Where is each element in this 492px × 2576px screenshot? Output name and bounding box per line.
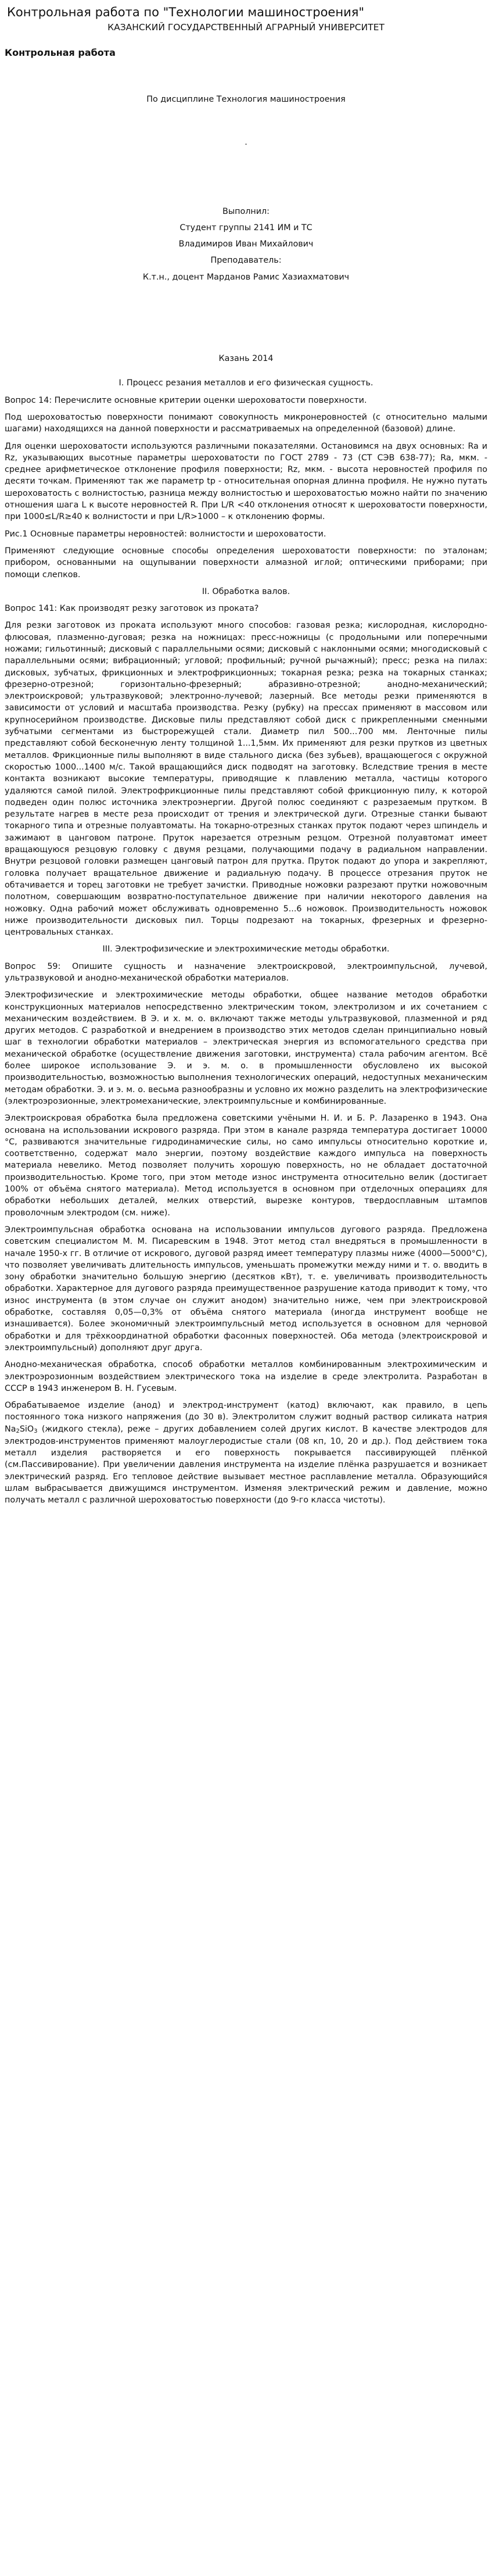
subscript: 2	[16, 1427, 20, 1434]
teacher-label: Преподаватель:	[210, 256, 282, 266]
paragraph: Применяют следующие основные способы определения шероховатости поверхности: по эталонам; прибором, основанными на ощупывании поверхности алмазной иглой; оптическими приборами; при помощи слепков.	[5, 546, 487, 579]
text-run: SiO	[19, 1424, 34, 1434]
paragraph: Под шероховатостью поверхности понимают совокупность микронеровностей (с относительно малыми шагами) находящихся на данной поверхности и рассматриваемых на определенной (базовой) длине.	[5, 412, 487, 434]
document-body	[5, 377, 487, 1506]
paragraph: Электроимпульсная обработка основана на использовании импульсов дугового разряда. Предложена советским специалистом М. М. Писаревским в 1948. Этот метод стал внедряться в промышленности в начале 1950-х гг. В отличие от искрового, дуговой разряд имеет температуру плазмы ниже (4000—5000°C), что позволяет увеличивать длительность импульсов, уменьшать промежутки между ними и т. о. вводить в зону обработки значительно большую энергию (десятков кВт), т. е. увеличивать производительность обработки. Характерное для дугового разряда преимущественное разрушение катода приводит к тому, что износ инструмента (в этом случае он служит анодом) значительно ниже, чем при электроискровой обработке, составляя 0,05—0,3% от объёма снятого материала (иногда инструмент вообще не изнашивается). Более экономичный электроимпульсный метод используется в основном для черновой обработки и для трёхкоординатной обработки фасонных поверхностей. Оба метода (электроискровой и электроимпульсный) дополняют друг друга.	[5, 1225, 487, 1353]
teacher-name: К.т.н., доцент Марданов Рамис Хазиахматович	[142, 272, 350, 282]
subscript: 3	[34, 1427, 38, 1434]
title-page	[5, 46, 487, 364]
figure-caption: Рис.1 Основные параметры неровностей: волнистости и шероховатости.	[5, 529, 326, 539]
paragraph: Для оценки шероховатости используются различными показателями. Остановимся на двух основных: Ra и Rz, указывающих высотные параметры шероховатости по ГОСТ 2789 - 73 (СТ СЭВ 638-77); Ra, мкм. - среднее арифметическое отклонение профиля поверхности; Rz, мкм. - высота неровностей профиля по десяти точкам. Применяют так же параметр tp - относительная опорная длинна профиля. Не нужно путать шероховатость с волнистостью, разница между волнистостью и шероховатостью можно найти по значению отношения шага L к высоте неровностей R. При L/R <40 отклонения относят к шероховатости поверхности, при 1000≤L/R≥40 к волнистости и при L/R>1000 – к отклонению формы.	[5, 441, 487, 522]
text-run: (жидкого стекла), реже – других добавлением солей других кислот. В качестве электродов для электродов-инструментов применяют малоуглеродистые стали (08 кп, 10, 20 и др.). Под действием тока металл изделия растворяется и его поверхность покрывается пассивирующей плёнкой (см.Пассивирование). При увеличении давления инструмента на изделие плёнка разрушается и возникает электрический разряд. Его тепловое действие вызывает местное расплавление металла. Образующийся шлам выбрасывается движущимся инструментом. Изменяя электрический режим и давление, можно получать металл с различной шероховатостью поверхности (до 9-го класса чистоты).	[5, 1424, 487, 1505]
question-141: Вопрос 141: Как производят резку заготовок из проката?	[5, 604, 259, 614]
question-14: Вопрос 14: Перечислите основные критерии оценки шероховатости поверхности.	[5, 395, 367, 405]
paragraph: Анодно-механическая обработка, способ обработки металлов комбинированным электрохимическим и электроэрозионным воздействием электрического тока на изделие в среде электролита. Разработан в СССР в 1943 инженером В. Н. Гусевым.	[5, 1360, 487, 1393]
document-title: Контрольная работа по "Технологии машиностроения"	[7, 5, 365, 19]
question-59: Вопрос 59: Опишите сущность и назначение электроискровой, электроимпульсной, лучевой, ультразвуковой и анодно-механической обработки материалов.	[5, 961, 487, 983]
student-name: Владимиров Иван Михайлович	[178, 239, 314, 249]
university-name: КАЗАНСКИЙ ГОСУДАРСТВЕННЫЙ АГРАРНЫЙ УНИВЕРСИТЕТ	[107, 22, 385, 33]
city-year: Казань 2014	[218, 354, 274, 364]
student-group: Студент группы 2141 ИМ и ТС	[179, 223, 313, 232]
discipline-line: По дисциплине Технология машиностроения	[146, 94, 346, 104]
completed-label: Выполнил:	[222, 206, 270, 216]
work-title: Контрольная работа	[5, 47, 116, 59]
paragraph: Для резки заготовок из проката используют много способов: газовая резка; кислородная, кислородно-флюсовая, плазменно-дуговая; резка на ножницах: пресс-ножницы (с продольными или поперечными ножами; гильотинный; дисковый с параллельными осями; дисковый с наклонными осями; многодисковый с параллельными осями; вибрационный; угловой; профильный; ручной рычажный); пресс; резка на пилах: дисковых, зубчатых, фрикционных и электрофрикционных; токарная резка; резка на токарных станках; фрезерно-отрезной; горизонтально-фрезерный; абразивно-отрезной; анодно-механический; электроискровой; ультразвуковой; электронно-лучевой; лазерный. Все методы резки применяются в зависимости от условий и масштаба производства. Резку (рубку) на прессах применяют в массовом или крупносерийном производстве. Дисковые пилы представляют собой диск с прикрепленными сменными зубчатыми сегментами из быстрорежущей стали. Диаметр пил 500...700 мм. Ленточные пилы представляют собой бесконечную ленту толщиной 1...1,5мм. Их применяют для резки прутков из цветных металлов. Фрикционные пилы выполняют в виде стального диска (без зубьев), вращающегося с окружной скоростью 1000...1400 м/с. Такой вращающийся диск подводят на заготовку. Вследствие трения в месте контакта возникают высокие температуры, приводящие к плавлению металла, частицы которого удаляются самой пилой. Электрофрикционные пилы представляют собой фрикционную пилу, к которой подведен один полюс источника электроэнергии. Другой полюс соединяют с разрезаемым прутком. В результате нагрев в месте реза происходит от трения и электрической дуги. Отрезные станки бывают токарного типа и отрезные полуавтоматы. На токарно-отрезных станках пруток подают через шпиндель и зажимают в цанговом патроне. Пруток нарезается отрезным резцом. Отрезной полуавтомат имеет вращающуюся резцовую головку с двумя резцами, получающими подачу в радиальном направлении. Внутри резцовой головки размещен цанговый патрон для прутка. Пруток подают до упора и закрепляют, головка получает вращательное движение и радиальную подачу. В процессе отрезания пруток не обтачивается и торец заготовки не требует зачистки. Приводные ножовки разрезают прутки ножовочным полотном, совершающим возвратно-поступательное движение при наличии некоторого давления на ножовку. Одна рабочий может обслуживать одновременно 5...6 ножовок. Производительность ножовок ниже производительности дисковых пил. Торцы подрезают на токарных, фрезерных и фрезерно-центровальных станках.	[5, 621, 487, 938]
section-heading-3: III. Электрофизические и электрохимические методы обработки.	[102, 944, 390, 954]
document-header	[5, 5, 487, 34]
paragraph: Электроискровая обработка была предложена советскими учёными Н. И. и Б. Р. Лазаренко в 1943. Она основана на использовании искрового разряда. При этом в канале разряда температура достигает 10000 °C, развиваются значительные гидродинамические силы, но само импульсы относительно короткие и, соответственно, содержат мало энергии, поэтому воздействие каждого импульса на поверхность материала невелико. Метод позволяет получить хорошую поверхность, но не обладает достаточной производительностью. Кроме того, при этом методе износ инструмента относительно велик (достигает 100% от объёма снятого материала). Метод используется в основном при отделочных операциях для обработки небольших деталей, мелких отверстий, вырезке контуров, твердосплавным штампов проволочным электродом (см. ниже).	[5, 1114, 487, 1218]
text-run: Обрабатываемое изделие (анод) и электрод-инструмент (катод) включают, как правило, в цепь постоянного тока низкого напряжения (до 30 в). Электролитом служит водный раствор силиката натрия Na	[5, 1401, 487, 1434]
dot-separator: .	[245, 138, 247, 148]
paragraph	[5, 1400, 487, 1507]
paragraph: Электрофизические и электрохимические методы обработки, общее название методов обработки конструкционных материалов непосредственно электрическим током, электролизом и их сочетанием с механическим воздействием. В Э. и х. м. о. включают также методы ультразвуковой, плазменной и ряд других методов. С разработкой и внедрением в производство этих методов сделан принципиально новый шаг в технологии обработки материалов – электрическая энергия из вспомогательного средства при механической обработке (осуществление движения заготовки, инструмента) стала рабочим агентом. Всё более широкое использование Э. и э. м. о. в промышленности обусловлено их высокой производительностью, возможностью выполнения технологических операций, недоступных механическим методам обработки. Э. и э. м. о. весьма разнообразны и условно их можно разделить на электрофизические (электроэрозионные, электромеханические, электроимпульсные и комбинированные.	[5, 990, 487, 1106]
section-heading-2: II. Обработка валов.	[202, 586, 290, 596]
section-heading-1: I. Процесс резания металлов и его физическая сущность.	[118, 378, 374, 388]
